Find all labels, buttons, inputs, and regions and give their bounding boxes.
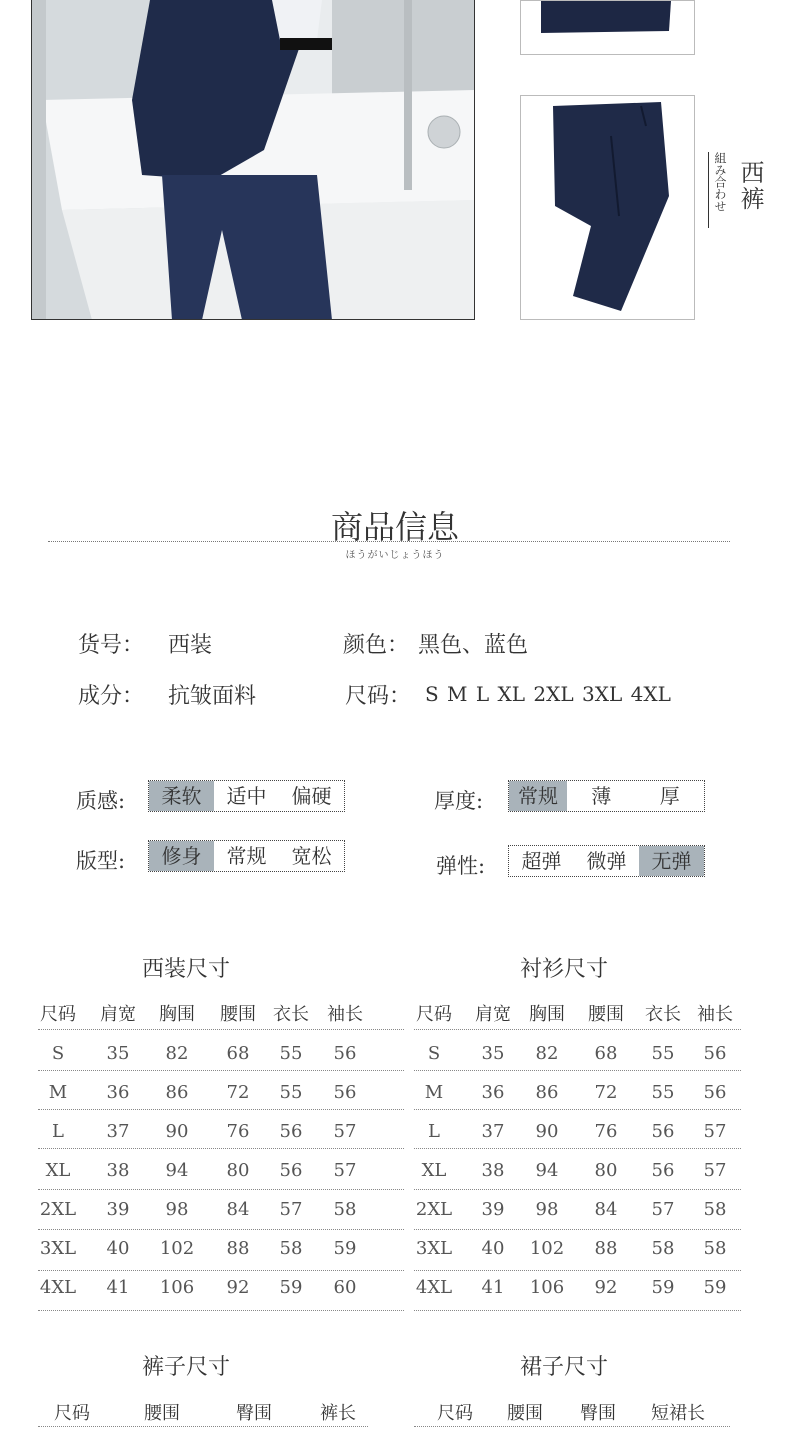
table-cell: 98	[535, 1199, 559, 1220]
table-cell: 72	[594, 1082, 618, 1103]
table-cell: 76	[594, 1121, 618, 1142]
table-cell: 84	[594, 1199, 618, 1220]
table-cell: XL	[421, 1160, 447, 1181]
pants-table-title: 裤子尺寸	[141, 1355, 230, 1380]
table-cell: 2XL	[39, 1199, 77, 1220]
table-cell: 4XL	[39, 1277, 77, 1298]
texture-options	[148, 780, 345, 812]
table-row-divider	[414, 1148, 741, 1149]
table-cell: 38	[481, 1160, 505, 1181]
table-header-cell: 肩宽	[475, 1004, 511, 1025]
table-header-cell: 胸围	[529, 1004, 565, 1025]
table-cell: 37	[481, 1121, 505, 1142]
table-cell: 36	[481, 1082, 505, 1103]
shirt-table-title: 衬衫尺寸	[519, 957, 608, 982]
elasticity-option: 微弹	[586, 849, 627, 873]
table-cell: 92	[226, 1277, 250, 1298]
table-cell: 86	[535, 1082, 559, 1103]
table-row-divider	[414, 1229, 741, 1230]
table-cell: 106	[159, 1277, 195, 1298]
table-cell: 59	[279, 1277, 303, 1298]
table-cell: M	[424, 1082, 444, 1103]
table-cell: 92	[594, 1277, 618, 1298]
table-header-cell: 袖长	[697, 1004, 733, 1025]
table-cell: XL	[45, 1160, 71, 1181]
table-row-divider	[414, 1426, 730, 1427]
table-header-cell: 尺码	[416, 1004, 452, 1025]
elasticity-option: 无弹	[639, 846, 704, 876]
table-cell: 102	[159, 1238, 195, 1259]
table-header-cell: 衣长	[645, 1004, 681, 1025]
thumbnail-jacket[interactable]	[520, 0, 695, 55]
table-header-cell: 尺码	[54, 1403, 90, 1424]
table-cell: 84	[226, 1199, 250, 1220]
jacket-thumbnail-illustration	[521, 1, 694, 54]
table-cell: 35	[106, 1043, 130, 1064]
table-cell: 37	[106, 1121, 130, 1142]
composition-value: 抗皱面料	[168, 684, 257, 709]
table-cell: 58	[333, 1199, 357, 1220]
combination-label: 組み合わせ	[708, 152, 729, 228]
table-cell: 55	[279, 1082, 303, 1103]
table-cell: 56	[703, 1082, 727, 1103]
table-row-divider	[414, 1310, 741, 1311]
thickness-option: 薄	[591, 784, 612, 808]
table-cell: 58	[651, 1238, 675, 1259]
item-no-label: 货号：	[78, 633, 145, 658]
suit-photo	[31, 0, 475, 320]
table-row-divider	[414, 1029, 741, 1030]
table-cell: 80	[226, 1160, 250, 1181]
table-cell: 90	[165, 1121, 189, 1142]
table-cell: S	[51, 1043, 65, 1064]
table-cell: 58	[703, 1238, 727, 1259]
thickness-options	[508, 780, 705, 812]
size-value: S M L XL 2XL 3XL 4XL	[425, 682, 671, 706]
table-row-divider	[38, 1270, 404, 1271]
table-cell: L	[52, 1121, 64, 1142]
table-cell: 82	[165, 1043, 189, 1064]
table-header-cell: 臀围	[236, 1403, 272, 1424]
texture-label: 质感:	[76, 789, 126, 813]
elasticity-option: 超弹	[521, 849, 562, 873]
table-cell: 57	[703, 1121, 727, 1142]
table-cell: 41	[481, 1277, 505, 1298]
table-cell: S	[427, 1043, 441, 1064]
elasticity-options	[508, 845, 705, 877]
table-row-divider	[38, 1109, 404, 1110]
table-cell: 76	[226, 1121, 250, 1142]
table-cell: M	[48, 1082, 68, 1103]
table-header-cell: 裤长	[320, 1403, 356, 1424]
texture-option: 偏硬	[291, 784, 332, 808]
table-header-cell: 腰围	[220, 1004, 256, 1025]
table-cell: 80	[594, 1160, 618, 1181]
table-cell: 90	[535, 1121, 559, 1142]
table-cell: 55	[651, 1082, 675, 1103]
section-title: 商品信息	[330, 508, 459, 546]
fit-option: 宽松	[291, 844, 332, 868]
table-cell: 38	[106, 1160, 130, 1181]
table-header-cell: 短裙长	[651, 1403, 705, 1424]
table-header-cell: 尺码	[437, 1403, 473, 1424]
table-cell: 39	[481, 1199, 505, 1220]
table-cell: 55	[651, 1043, 675, 1064]
table-cell: 86	[165, 1082, 189, 1103]
table-cell: 41	[106, 1277, 130, 1298]
table-row-divider	[38, 1029, 404, 1030]
table-cell: 68	[594, 1043, 618, 1064]
table-cell: 94	[165, 1160, 189, 1181]
section-subtitle: ほうがいじょうほう	[345, 550, 445, 561]
table-cell: 82	[535, 1043, 559, 1064]
table-cell: 56	[333, 1082, 357, 1103]
fit-label: 版型:	[76, 849, 126, 873]
table-cell: 36	[106, 1082, 130, 1103]
thickness-option: 厚	[659, 784, 680, 808]
table-row-divider	[38, 1426, 368, 1427]
table-header-cell: 臀围	[580, 1403, 616, 1424]
table-header-cell: 腰围	[588, 1004, 624, 1025]
table-cell: 98	[165, 1199, 189, 1220]
table-cell: 88	[226, 1238, 250, 1259]
table-cell: 39	[106, 1199, 130, 1220]
table-row-divider	[414, 1270, 741, 1271]
color-value: 黑色、蓝色	[418, 633, 529, 658]
table-row-divider	[38, 1229, 404, 1230]
table-cell: 56	[651, 1160, 675, 1181]
fit-option: 常规	[226, 844, 267, 868]
table-cell: 56	[333, 1043, 357, 1064]
table-row-divider	[414, 1070, 741, 1071]
size-label: 尺码：	[345, 684, 412, 709]
table-cell: 56	[279, 1121, 303, 1142]
table-header-cell: 袖长	[327, 1004, 363, 1025]
table-cell: 59	[333, 1238, 357, 1259]
texture-option: 适中	[226, 784, 267, 808]
table-header-cell: 肩宽	[100, 1004, 136, 1025]
table-cell: 40	[106, 1238, 130, 1259]
table-header-cell: 尺码	[40, 1004, 76, 1025]
table-row-divider	[38, 1148, 404, 1149]
table-row-divider	[414, 1189, 741, 1190]
table-cell: 55	[279, 1043, 303, 1064]
suit-table-title: 西装尺寸	[141, 957, 230, 982]
table-header-cell: 腰围	[507, 1403, 543, 1424]
item-no-value: 西装	[168, 633, 213, 658]
table-cell: 57	[279, 1199, 303, 1220]
table-cell: L	[428, 1121, 440, 1142]
table-cell: 56	[651, 1121, 675, 1142]
pants-thumbnail-illustration	[521, 96, 694, 319]
table-cell: 94	[535, 1160, 559, 1181]
table-row-divider	[414, 1109, 741, 1110]
table-cell: 4XL	[415, 1277, 453, 1298]
table-cell: 58	[703, 1199, 727, 1220]
table-header-cell: 胸围	[159, 1004, 195, 1025]
table-header-cell: 腰围	[144, 1403, 180, 1424]
fit-options	[148, 840, 345, 872]
table-cell: 106	[529, 1277, 565, 1298]
table-cell: 58	[279, 1238, 303, 1259]
thumbnail-pants[interactable]	[520, 95, 695, 320]
table-cell: 57	[703, 1160, 727, 1181]
table-cell: 57	[651, 1199, 675, 1220]
table-cell: 72	[226, 1082, 250, 1103]
table-cell: 3XL	[415, 1238, 453, 1259]
table-cell: 59	[703, 1277, 727, 1298]
suit-photo-illustration	[32, 0, 475, 320]
skirt-table-title: 裙子尺寸	[519, 1355, 608, 1380]
table-cell: 57	[333, 1160, 357, 1181]
table-cell: 40	[481, 1238, 505, 1259]
thickness-option: 常规	[509, 781, 567, 811]
section-divider	[48, 541, 730, 542]
composition-label: 成分：	[78, 684, 145, 709]
table-cell: 59	[651, 1277, 675, 1298]
table-row-divider	[38, 1310, 404, 1311]
table-cell: 35	[481, 1043, 505, 1064]
table-cell: 57	[333, 1121, 357, 1142]
table-cell: 56	[703, 1043, 727, 1064]
elasticity-label: 弹性:	[436, 854, 486, 878]
table-cell: 3XL	[39, 1238, 77, 1259]
table-cell: 2XL	[415, 1199, 453, 1220]
table-cell: 102	[529, 1238, 565, 1259]
texture-option: 柔软	[149, 781, 214, 811]
table-cell: 68	[226, 1043, 250, 1064]
table-cell: 56	[279, 1160, 303, 1181]
table-row-divider	[38, 1070, 404, 1071]
table-header-cell: 衣长	[273, 1004, 309, 1025]
pants-label: 西裤	[736, 160, 764, 212]
table-row-divider	[38, 1189, 404, 1190]
table-cell: 60	[333, 1277, 357, 1298]
thickness-label: 厚度:	[434, 789, 484, 813]
table-cell: 88	[594, 1238, 618, 1259]
color-label: 颜色：	[343, 633, 410, 658]
fit-option: 修身	[149, 841, 214, 871]
